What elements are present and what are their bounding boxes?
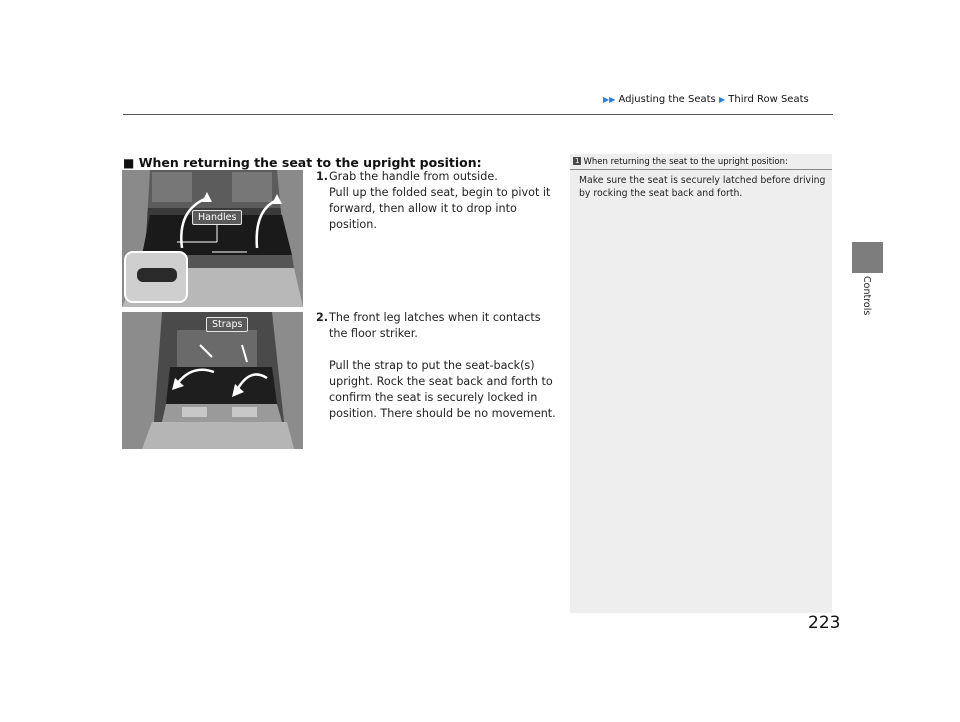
chapter-tab-marker[interactable]	[852, 242, 883, 273]
sidebar-note	[570, 154, 832, 613]
note-reference-badge: 1	[575, 157, 580, 165]
step-1-number: 1.	[316, 170, 329, 183]
breadcrumb	[603, 94, 809, 105]
header-divider	[123, 114, 833, 115]
figure-handles-photo	[122, 170, 303, 307]
cargo-area-handles-illustration	[122, 170, 303, 307]
page-number: 223	[808, 613, 841, 633]
handles-callout: Handles	[192, 210, 242, 225]
note-body: Make sure the seat is securely latched before driving by rocking the seat back and forth.	[579, 175, 826, 199]
step-2-line-2: Pull the strap to put the seat-back(s) upright. Rock the seat back and forth to confirm the seat is securely locked in position. There should be no movement.	[329, 359, 556, 420]
figure-straps-photo	[122, 312, 303, 449]
cargo-area-straps-illustration	[122, 312, 303, 449]
breadcrumb-item-seats[interactable]: Adjusting the Seats	[618, 94, 716, 105]
breadcrumb-arrow-icon: ▶	[718, 95, 726, 104]
straps-callout: Straps	[206, 317, 248, 332]
section-heading-text: When returning the seat to the upright position:	[138, 155, 482, 170]
step-2	[316, 310, 559, 422]
chapter-tab-label[interactable]	[860, 276, 874, 336]
breadcrumb-arrow-icon: ▶▶	[603, 95, 616, 104]
step-1	[316, 169, 559, 233]
note-divider	[570, 169, 832, 170]
square-bullet-icon: ■	[123, 156, 135, 170]
breadcrumb-item-third-row[interactable]: Third Row Seats	[728, 94, 809, 105]
step-2-number: 2.	[316, 311, 329, 324]
note-title-text: When returning the seat to the upright position:	[583, 157, 788, 167]
step-1-line-2: Pull up the folded seat, begin to pivot it forward, then allow it to drop into position.	[329, 186, 551, 231]
chapter-tab-text: Controls	[861, 276, 872, 316]
section-heading	[123, 155, 482, 170]
step-2-line-1: The front leg latches when it contacts the floor striker.	[329, 311, 541, 340]
step-1-line-1: Grab the handle from outside.	[329, 170, 498, 183]
note-title	[573, 157, 788, 167]
